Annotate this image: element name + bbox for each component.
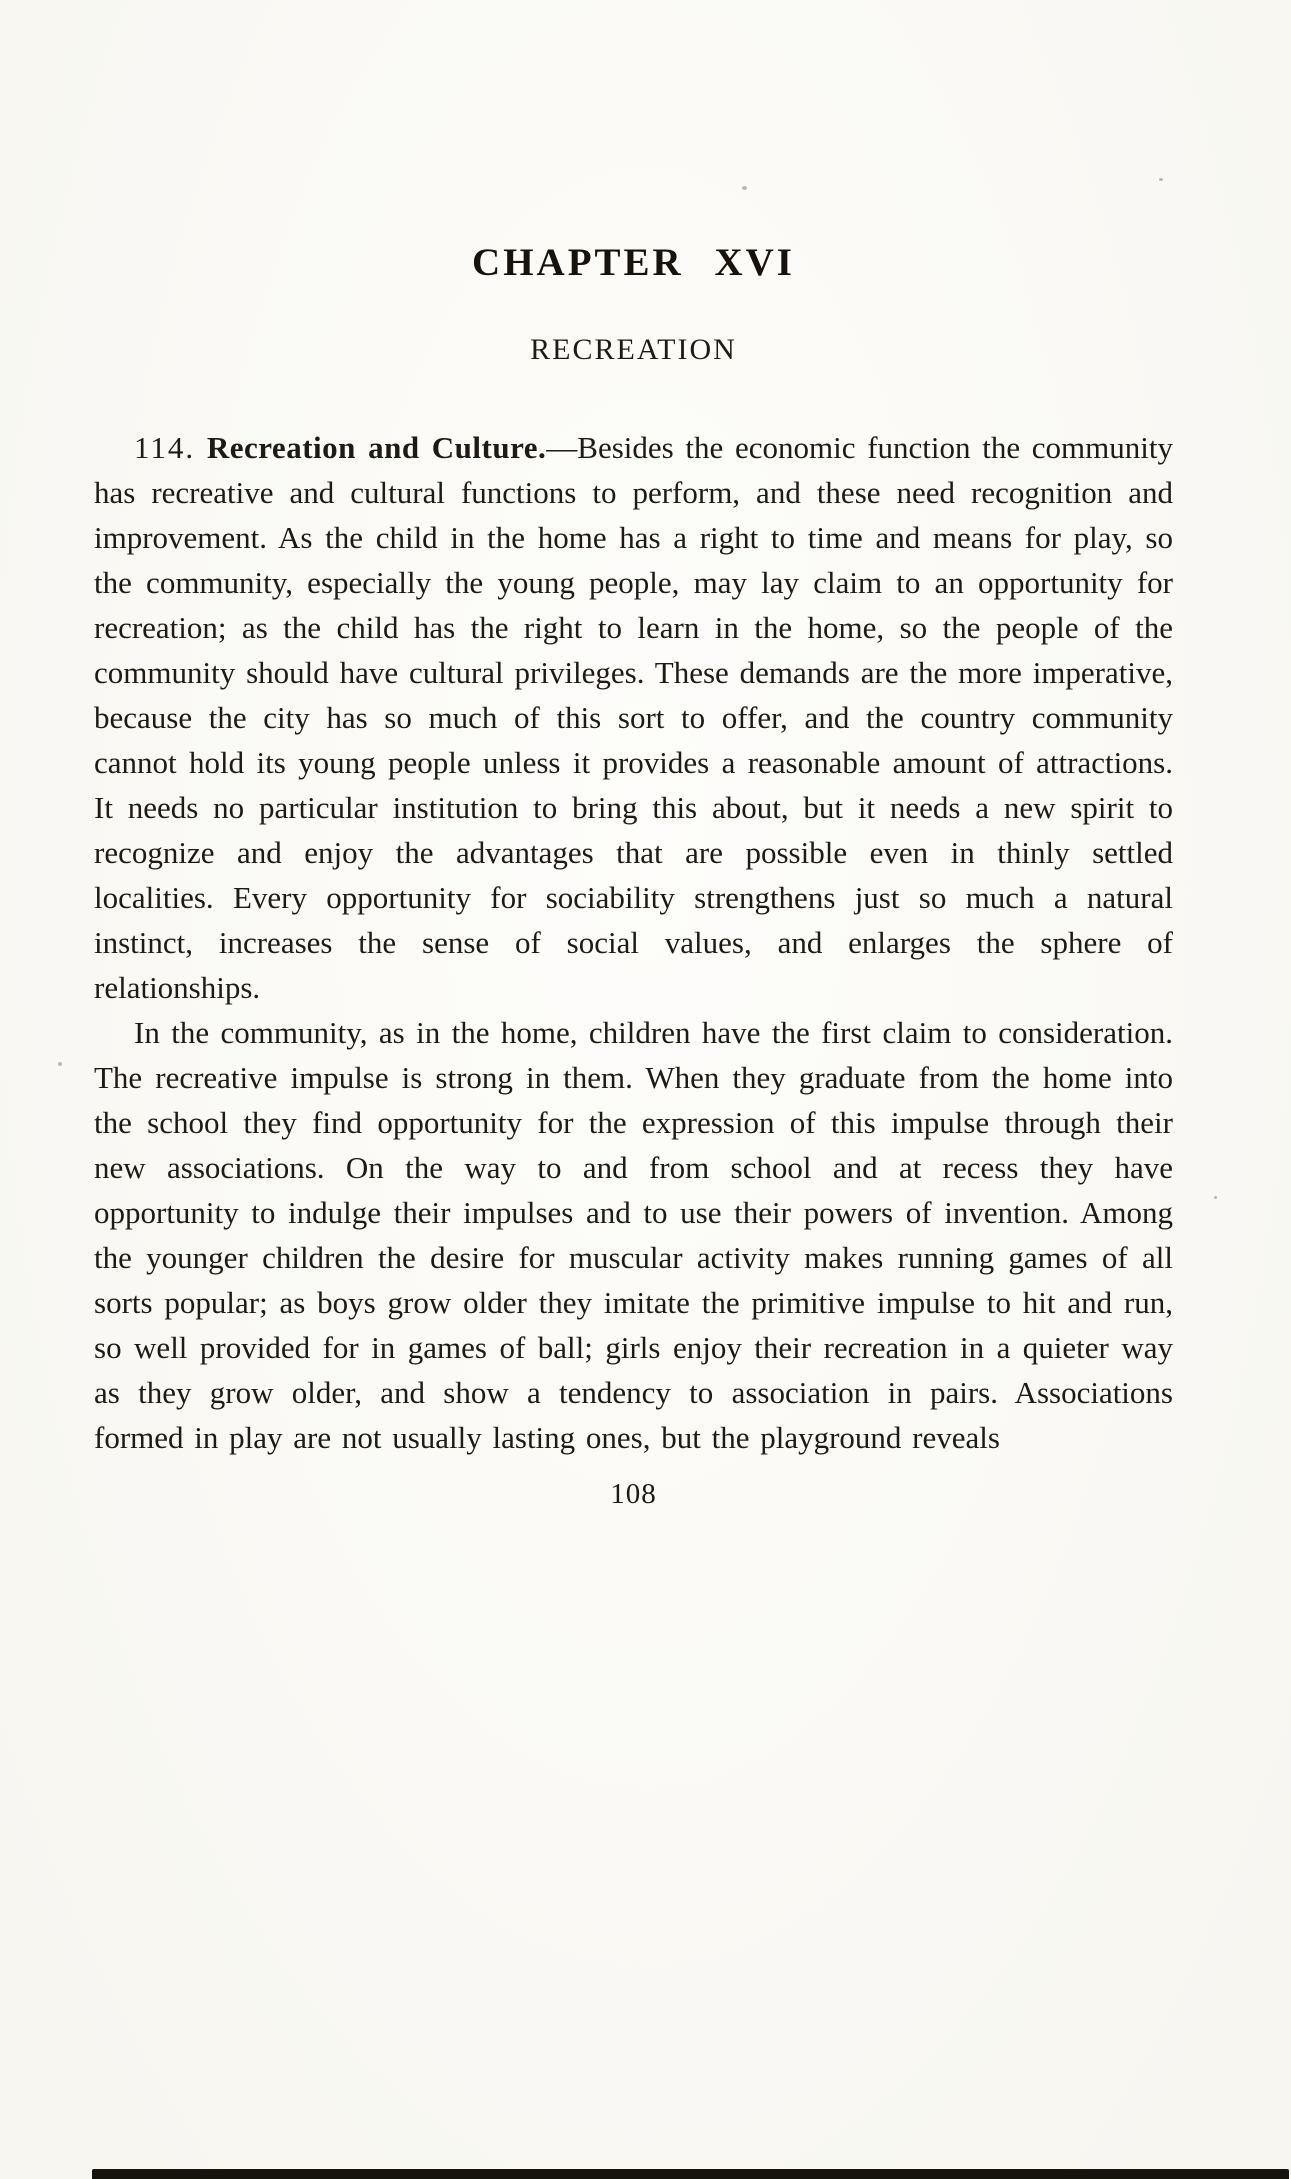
section-number: 114. [134, 430, 196, 465]
page-footer [94, 1478, 1173, 1511]
page-heading-block [94, 240, 1173, 367]
scan-speck [1159, 178, 1163, 181]
paragraph-2: In the community, as in the home, children have the first claim to consideration. The recreative impulse is strong in them. When they graduate from the home into the school they find opportunity for the expression of this impulse through their new associations. On the way to and from school and at recess they have opportunity to indulge their impulses and to use their powers of invention. Among the younger children the desire for muscular activity makes running games of all sorts popular; as boys grow older they imitate the primitive impulse to hit and run, so well provided for in games of ball; girls enjoy their recreation in a quieter way as they grow older, and show a tendency to association in pairs. Associations formed in play are not usually lasting ones, but the playground reveals [94, 1015, 1173, 1455]
paragraph-1 [94, 425, 1173, 1010]
chapter-title: CHAPTER XVI [472, 241, 795, 284]
scan-speck [1214, 1196, 1217, 1199]
page-number: 108 [610, 1478, 657, 1510]
body-text [94, 425, 1173, 1460]
scan-speck [58, 1062, 62, 1066]
section-heading: Recreation and Culture. [206, 430, 547, 465]
scan-speck [742, 186, 747, 190]
section-title: RECREATION [530, 333, 737, 366]
scan-edge-shadow [92, 2169, 1289, 2179]
paragraph-1-text: —Besides the economic function the community has recreative and cultural functions to perform, and these need recognition and improvement. As the child in the home has a right to time and means for play, so the community, especially the young people, may lay claim to an opportunity for recreation; as the child has the right to learn in the home, so the people of the community should have cultural privileges. These demands are the more imperative, because the city has so much of this sort to offer, and the country community cannot hold its young people unless it provides a reasonable amount of attractions. It needs no particular institution to bring this about, but it needs a new spirit to recognize and enjoy the advantages that are possible even in thinly settled localities. Every opportunity for sociability strengthens just so much a natural instinct, increases the sense of social values, and enlarges the sphere of relationships. [94, 430, 1174, 1005]
